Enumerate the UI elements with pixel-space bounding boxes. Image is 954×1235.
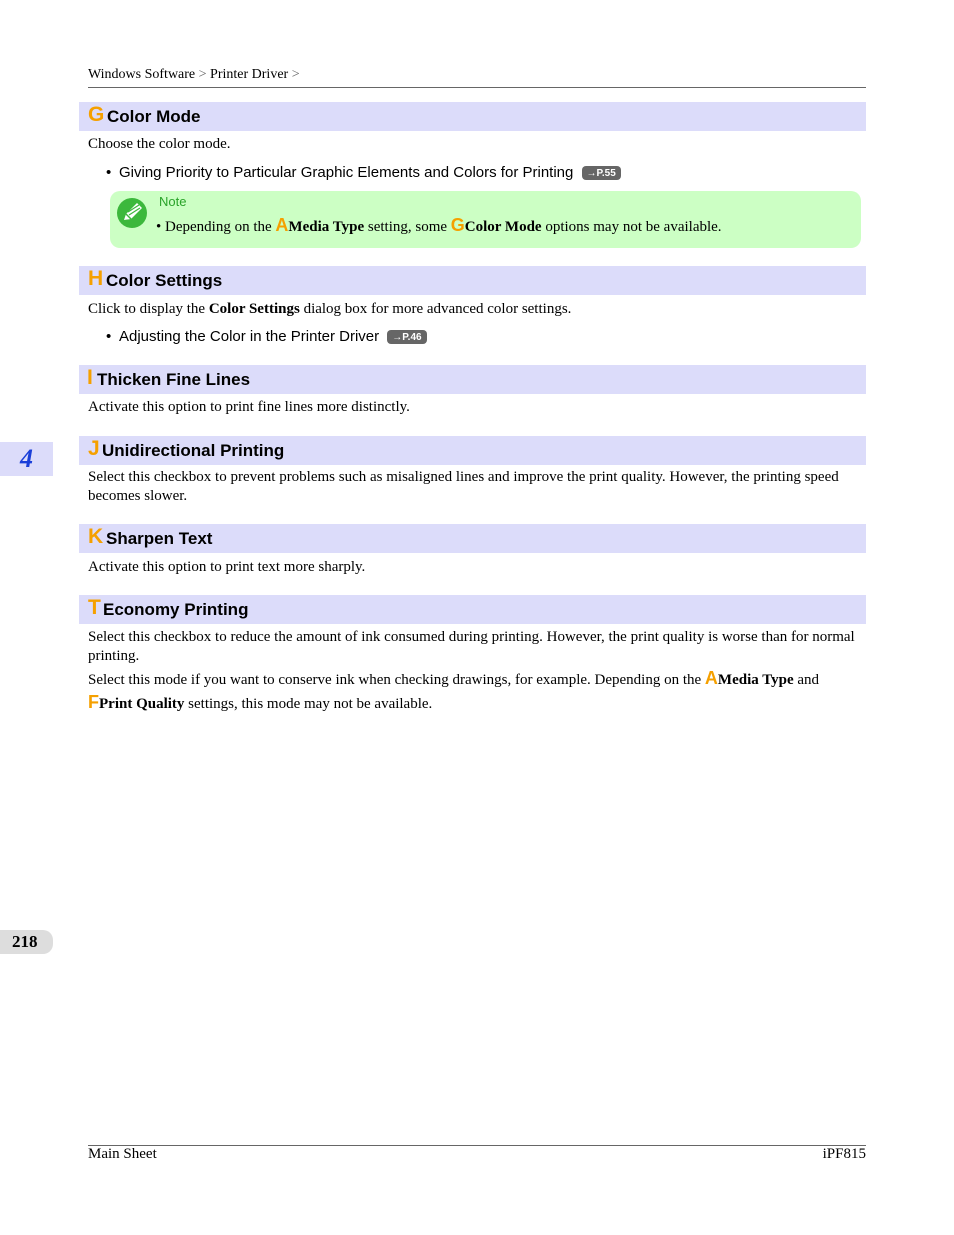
- color-mode-ref: Color Mode: [464, 219, 542, 235]
- section-heading-economy-printing: [79, 595, 866, 624]
- bullet-dot: •: [156, 219, 162, 235]
- desc-part: Select this mode if you want to conserve ink when checking drawings, for example. Depending on the: [88, 672, 702, 688]
- economy-description-1: Select this checkbox to reduce the amount of ink consumed during printing. However, the print quality is worse than for normal printing.: [88, 629, 855, 664]
- section-title: Economy Printing: [103, 600, 249, 619]
- bullet-dot: •: [106, 164, 112, 181]
- breadcrumb: [88, 67, 300, 83]
- color-mode-link[interactable]: Giving Priority to Particular Graphic Elements and Colors for Printing: [119, 164, 574, 181]
- breadcrumb-printer-driver[interactable]: Printer Driver: [210, 67, 289, 82]
- note-text-part: options may not be available.: [545, 219, 722, 235]
- section-letter: K: [88, 525, 104, 548]
- breadcrumb-separator: >: [291, 67, 300, 82]
- print-quality-ref: Print Quality: [99, 696, 185, 712]
- section-title: Unidirectional Printing: [102, 441, 285, 460]
- section-title: Thicken Fine Lines: [97, 370, 251, 389]
- media-type-ref: Media Type: [288, 219, 365, 235]
- section-letter: G: [88, 103, 105, 126]
- section-heading-color-settings: [79, 266, 866, 295]
- section-letter: J: [88, 437, 100, 460]
- economy-description-2: [88, 667, 858, 715]
- section-heading-sharpen-text: [79, 524, 866, 553]
- section-letter: T: [88, 596, 101, 619]
- page-ref-button[interactable]: →P.46: [387, 330, 426, 344]
- letter-f-marker: F: [88, 692, 99, 712]
- note-text-part: Depending on the: [165, 219, 272, 235]
- color-settings-link[interactable]: Adjusting the Color in the Printer Driver: [119, 328, 380, 345]
- breadcrumb-separator: >: [198, 67, 207, 82]
- note-box: [110, 191, 861, 248]
- note-text: [156, 215, 722, 236]
- desc-part: Click to display the: [88, 301, 206, 317]
- color-settings-link-item: [106, 327, 427, 346]
- letter-g-marker: G: [450, 215, 465, 235]
- color-mode-description: Choose the color mode.: [88, 136, 231, 152]
- section-heading-color-mode: [79, 102, 866, 131]
- section-heading-thicken-fine-lines: [79, 365, 866, 394]
- section-letter: I: [87, 366, 93, 389]
- color-settings-description: [88, 300, 858, 319]
- desc-part: and: [797, 672, 820, 688]
- letter-a-marker: A: [704, 668, 718, 688]
- letter-a-marker: A: [275, 215, 289, 235]
- section-heading-unidirectional-printing: [79, 436, 866, 465]
- footer-model: iPF815: [822, 1146, 866, 1162]
- section-title: Color Mode: [107, 107, 201, 126]
- desc-part: dialog box for more advanced color settings.: [303, 301, 572, 317]
- bullet-dot: •: [106, 328, 112, 345]
- desc-part: settings, this mode may not be available.: [188, 696, 433, 712]
- color-settings-ref: Color Settings: [208, 301, 300, 317]
- media-type-ref: Media Type: [717, 672, 794, 688]
- breadcrumb-windows-software[interactable]: Windows Software: [88, 67, 196, 82]
- footer-title: Main Sheet: [88, 1146, 157, 1162]
- pencil-note-icon: [116, 197, 148, 229]
- note-label: Note: [159, 194, 187, 209]
- section-letter: H: [88, 267, 104, 290]
- chapter-tab[interactable]: 4: [0, 442, 53, 476]
- section-title: Sharpen Text: [106, 529, 213, 548]
- note-text-part: setting, some: [367, 219, 448, 235]
- unidirectional-description: Select this checkbox to prevent problems such as misaligned lines and improve the print quality. However, the printing speed becomes slower.: [88, 469, 839, 504]
- footer-rule: [88, 1145, 866, 1146]
- section-title: Color Settings: [106, 271, 223, 290]
- sharpen-description: Activate this option to print text more sharply.: [88, 559, 366, 575]
- header-rule: [88, 87, 866, 88]
- page-number: 218: [0, 930, 53, 954]
- page-ref-button[interactable]: →P.55: [582, 166, 621, 180]
- thicken-description: Activate this option to print fine lines more distinctly.: [88, 399, 410, 415]
- color-mode-link-item: [106, 163, 621, 182]
